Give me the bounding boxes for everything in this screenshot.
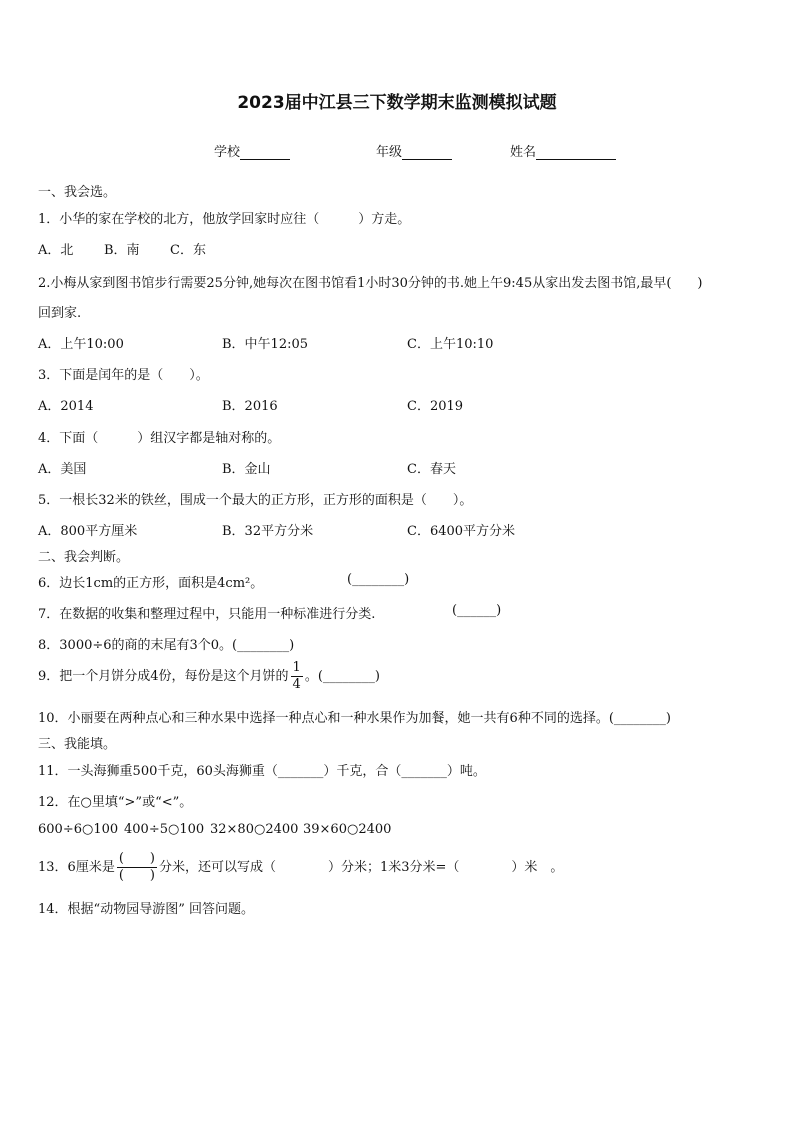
q9-denominator: 4 [292, 677, 301, 692]
school-label: 学校 [214, 145, 241, 160]
grade-field [376, 141, 452, 160]
question-2: 2.小梅从家到图书馆步行需要25分钟,她每次在图书馆看1小时30分钟的书.她上午9:45从家出发去图书馆,最早( ) [38, 276, 703, 291]
question-10: 10．小丽要在两种点心和三种水果中选择一种点心和一种水果作为加餐，她一共有6种不同的选择。(________) [38, 711, 671, 726]
q3-option-b[interactable]: B．2016 [222, 399, 278, 414]
section-heading-fill: 三、我能填。 [38, 737, 117, 752]
name-field [510, 141, 616, 160]
question-6: 6．边长1cm的正方形，面积是4cm²。 [38, 576, 264, 591]
section-heading-judge: 二、我会判断。 [38, 550, 130, 565]
q9-fraction [291, 660, 303, 693]
q13-text-after: 分米，还可以写成（ ）分米；1米3分米=（ ）米 。 [158, 860, 564, 875]
q1-option-b[interactable]: B．南 [104, 243, 140, 258]
grade-label: 年级 [376, 145, 403, 160]
name-blank[interactable] [536, 145, 616, 160]
question-4: 4．下面（ ）组汉字都是轴对称的。 [38, 431, 281, 446]
q5-option-b[interactable]: B．32平方分米 [222, 524, 314, 539]
question-11: 11．一头海狮重500千克，60头海狮重（_______）千克，合（_______）吨。 [38, 764, 486, 779]
question-14: 14．根据“动物园导游图” 回答问题。 [38, 902, 254, 917]
q6-answer-blank[interactable]: (________) [347, 572, 410, 587]
question-2-cont: 回到家. [38, 306, 82, 321]
q9-text-before: 9．把一个月饼分成4份，每份是这个月饼的 [38, 669, 289, 684]
q2-option-c[interactable]: C．上午10:10 [407, 337, 494, 352]
q3-option-c[interactable]: C．2019 [407, 399, 464, 414]
q9-text-after: 。(________) [304, 669, 380, 684]
q13-numerator[interactable]: ( ) [118, 851, 155, 866]
question-5: 5．一根长32米的铁丝，围成一个最大的正方形，正方形的面积是（ ）。 [38, 493, 473, 508]
q13-fraction[interactable] [117, 851, 157, 884]
question-9 [38, 660, 380, 693]
q1-option-c[interactable]: C．东 [170, 243, 206, 258]
q13-text-before: 13．6厘米是 [38, 860, 115, 875]
question-12: 12．在○里填“>”或“<”。 [38, 795, 193, 810]
name-label: 姓名 [510, 145, 537, 160]
q9-numerator: 1 [292, 660, 301, 675]
question-1: 1．小华的家在学校的北方，他放学回家时应往（ ）方走。 [38, 212, 411, 227]
grade-blank[interactable] [402, 145, 452, 160]
school-blank[interactable] [240, 145, 290, 160]
q13-denominator[interactable]: ( ) [118, 868, 155, 883]
q12-item-4: 39×60○2400 [303, 822, 392, 837]
q2-option-a[interactable]: A．上午10:00 [38, 337, 124, 352]
page-title: 2023届中江县三下数学期末监测模拟试题 [237, 93, 557, 113]
q4-option-b[interactable]: B．金山 [222, 462, 271, 477]
q12-item-3: 32×80○2400 [210, 822, 299, 837]
q2-option-b[interactable]: B．中午12:05 [222, 337, 309, 352]
q5-option-a[interactable]: A．800平方厘米 [38, 524, 138, 539]
school-field [214, 141, 290, 160]
q5-option-c[interactable]: C．6400平方分米 [407, 524, 516, 539]
question-13 [38, 851, 563, 884]
section-heading-choice: 一、我会选。 [38, 185, 117, 200]
question-3: 3．下面是闰年的是（ ）。 [38, 368, 209, 383]
q3-option-a[interactable]: A．2014 [38, 399, 94, 414]
q1-option-a[interactable]: A．北 [38, 243, 74, 258]
q7-answer-blank[interactable]: (______) [452, 603, 502, 618]
question-8: 8．3000÷6的商的末尾有3个0。(________) [38, 638, 295, 653]
q4-option-c[interactable]: C．春天 [407, 462, 456, 477]
q12-item-1: 600÷6○100 [38, 822, 119, 837]
q4-option-a[interactable]: A．美国 [38, 462, 87, 477]
question-7: 7．在数据的收集和整理过程中，只能用一种标准进行分类. [38, 607, 376, 622]
q12-item-2: 400÷5○100 [124, 822, 205, 837]
